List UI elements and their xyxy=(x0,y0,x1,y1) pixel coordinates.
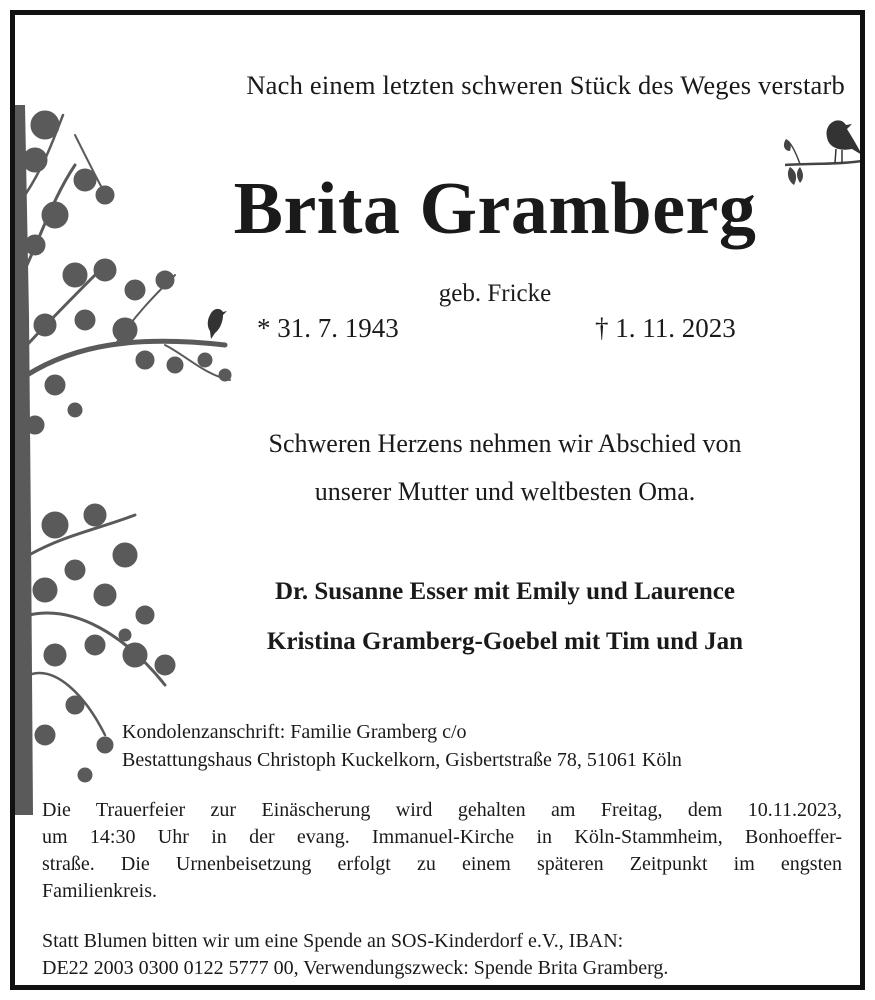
farewell-line: unserer Mutter und weltbesten Oma. xyxy=(314,477,696,506)
ceremony-info xyxy=(42,797,842,905)
ceremony-line: Familienkreis. xyxy=(42,880,157,902)
farewell-line: Schweren Herzens nehmen wir Abschied von xyxy=(268,429,742,458)
ceremony-line: um 14:30 Uhr in der evang. Immanuel-Kirche in Köln-Stammheim, Bonhoeffer- xyxy=(42,826,842,848)
donation-line: Statt Blumen bitten wir um eine Spende an SOS-Kinderdorf e.V., IBAN: xyxy=(42,930,624,952)
intro-line: Nach einem letzten schweren Stück des Weges verstarb xyxy=(246,70,845,100)
condolence-address xyxy=(122,718,842,774)
ceremony-line: Die Trauerfeier zur Einäscherung wird gehalten am Freitag, dem 10.11.2023, xyxy=(42,799,842,821)
donation-info xyxy=(42,928,842,982)
donation-line: DE22 2003 0300 0122 5777 00, Verwendungszweck: Spende Brita Gramberg. xyxy=(42,957,669,979)
birth-date: * 31. 7. 1943 xyxy=(257,313,399,343)
signatory: Dr. Susanne Esser mit Emily und Laurence xyxy=(274,578,736,605)
signatory: Kristina Gramberg-Goebel mit Tim und Jan xyxy=(266,628,744,655)
deceased-name: Brita Gramberg xyxy=(233,168,757,250)
maiden-name: geb. Fricke xyxy=(438,280,552,307)
signatories xyxy=(185,567,825,667)
contact-line: Bestattungshaus Christoph Kuckelkorn, Gisbertstraße 78, 51061 Köln xyxy=(122,749,682,771)
farewell-message xyxy=(185,420,825,516)
death-date: † 1. 11. 2023 xyxy=(595,313,736,343)
ceremony-line: straße. Die Urnenbeisetzung erfolgt zu einem späteren Zeitpunkt im engsten xyxy=(42,853,842,875)
tree-silhouette-icon xyxy=(15,15,255,815)
contact-line: Kondolenzanschrift: Familie Gramberg c/o xyxy=(122,721,467,743)
obituary-notice xyxy=(10,10,865,990)
